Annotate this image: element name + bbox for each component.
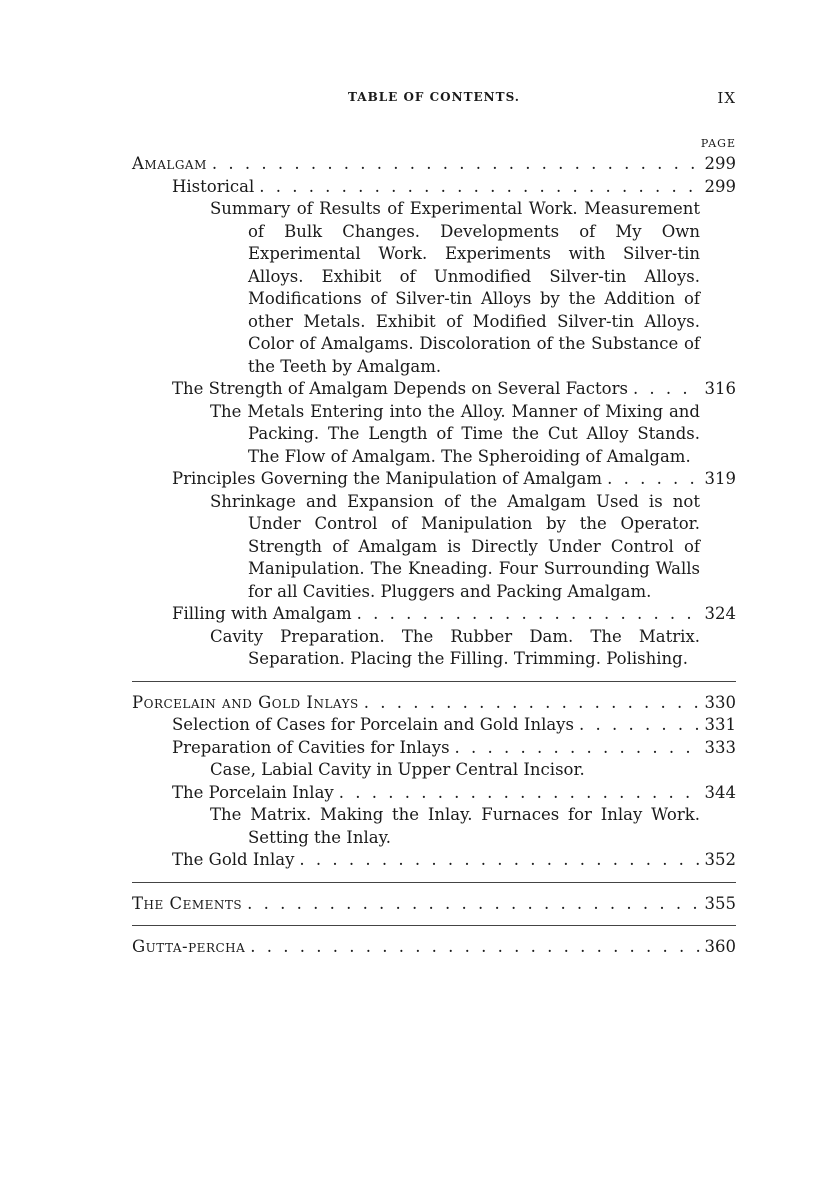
toc-entry-strength[interactable]: [132, 378, 736, 401]
toc-entry-page: 344: [704, 782, 736, 802]
toc-entry-cements[interactable]: [132, 893, 736, 916]
leader-dots: [259, 176, 699, 199]
leader-dots: [364, 692, 700, 715]
toc-entry-title: The Cements: [132, 893, 243, 913]
toc-entry-page: 324: [704, 604, 736, 623]
toc-entry-page: 331: [704, 715, 736, 734]
running-header: [132, 90, 736, 112]
toc-entry-title: Gutta-percha: [132, 937, 246, 956]
toc-entry-description: Summary of Results of Experimental Work. Measurement of Bulk Changes. Developments of My Own Experimental Work. Experiments with Silver-tin Alloys. Exhibit of Unmodified Silver-tin Alloys. Modifications of Silver-tin Alloys by the Addition of other Metals. Exhibit of Modified Silver-tin Alloys. Color of Amalgams. Discoloration of the Substance of the Teeth by Amalgam.: [210, 199, 700, 376]
toc-entry-description: Case, Labial Cavity in Upper Central Incisor.: [210, 760, 585, 779]
toc-entry-gutta-percha[interactable]: [132, 936, 736, 959]
toc-entry-description: The Matrix. Making the Inlay. Furnaces for Inlay Work. Setting the Inlay.: [210, 805, 700, 847]
leader-dots: [633, 378, 700, 401]
table-of-contents: [132, 153, 736, 959]
leader-dots: [250, 936, 699, 959]
toc-entry-selection[interactable]: [132, 714, 736, 737]
toc-entry-title: The Porcelain Inlay: [172, 782, 334, 802]
header-title: TABLE OF CONTENTS.: [347, 90, 520, 104]
toc-entry-title: Porcelain and Gold Inlays: [132, 692, 359, 712]
toc-entry-page: 299: [704, 176, 736, 196]
leader-dots: [247, 893, 699, 916]
toc-entry-title: Historical: [172, 176, 255, 196]
toc-entry-title: Principles Governing the Manipulation of Amalgam: [172, 469, 603, 488]
leader-dots: [212, 153, 700, 176]
toc-entry-preparation[interactable]: [132, 737, 736, 760]
toc-entry-description: Shrinkage and Expansion of the Amalgam Used is not Under Control of Manipulation by the Operator. Strength of Amalgam is Directly Under Control of Manipulation. The Kneading. Four Surrounding Walls for all Cavities. Pluggers and Packing Amalgam.: [210, 491, 700, 601]
leader-dots: [455, 737, 700, 760]
toc-entry-page: 355: [704, 893, 736, 913]
toc-entry-page: 333: [704, 737, 736, 757]
header-page-number: IX: [717, 89, 736, 107]
leader-dots: [299, 849, 699, 872]
section-divider: [132, 882, 736, 883]
section-divider: [132, 925, 736, 926]
leader-dots: [607, 468, 699, 491]
toc-entry-title: Amalgam: [132, 154, 207, 173]
toc-entry-page: 299: [704, 154, 736, 173]
toc-entry-title: The Strength of Amalgam Depends on Several Factors: [172, 379, 628, 398]
toc-entry-porcelain-gold-inlays[interactable]: [132, 692, 736, 715]
toc-entry-amalgam[interactable]: [132, 153, 736, 176]
toc-entry-porcelain-inlay[interactable]: [132, 782, 736, 805]
leader-dots: [357, 603, 700, 626]
page-column-label: PAGE: [700, 137, 736, 150]
toc-entry-page: 360: [704, 937, 736, 956]
toc-entry-title: Filling with Amalgam: [172, 604, 352, 623]
toc-entry-page: 319: [704, 469, 736, 488]
toc-entry-filling[interactable]: [132, 603, 736, 626]
toc-entry-gold-inlay[interactable]: [132, 849, 736, 872]
section-divider: [132, 681, 736, 682]
toc-entry-page: 352: [704, 850, 736, 869]
leader-dots: [579, 714, 700, 737]
toc-entry-description: Cavity Preparation. The Rubber Dam. The Matrix. Separation. Placing the Filling. Trimming. Polishing.: [210, 626, 700, 668]
toc-entry-title: Selection of Cases for Porcelain and Gold Inlays: [172, 715, 574, 734]
toc-entry-title: Preparation of Cavities for Inlays: [172, 737, 450, 757]
toc-entry-title: The Gold Inlay: [172, 850, 295, 869]
toc-entry-page: 330: [704, 692, 736, 712]
toc-entry-page: 316: [704, 379, 736, 398]
leader-dots: [339, 782, 700, 805]
toc-entry-description: The Metals Entering into the Alloy. Manner of Mixing and Packing. The Length of Time the Cut Alloy Stands. The Flow of Amalgam. The Spheroiding of Amalgam.: [210, 401, 700, 466]
toc-entry-principles[interactable]: [132, 468, 736, 491]
toc-entry-historical[interactable]: [132, 176, 736, 199]
